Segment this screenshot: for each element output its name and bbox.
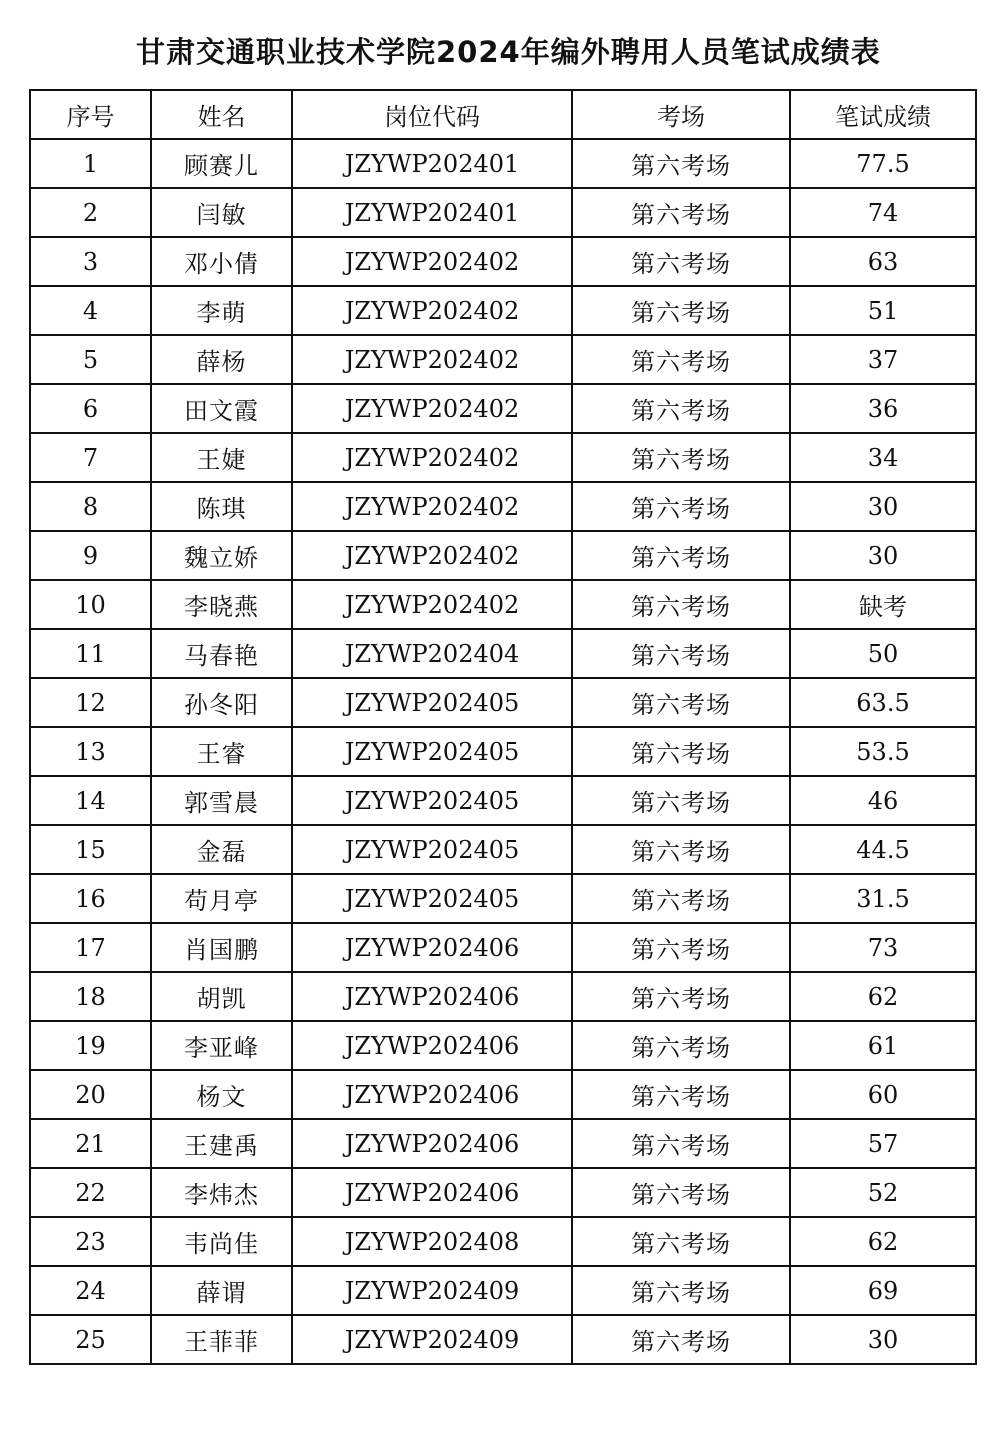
cell-exam-room: 第六考场 bbox=[572, 1168, 790, 1217]
table-row bbox=[30, 923, 976, 972]
cell-exam-room: 第六考场 bbox=[572, 188, 790, 237]
cell-position-code: JZYWP202401 bbox=[292, 188, 572, 237]
cell-exam-room: 第六考场 bbox=[572, 727, 790, 776]
cell-index: 24 bbox=[30, 1266, 151, 1315]
cell-index: 23 bbox=[30, 1217, 151, 1266]
cell-written-score: 30 bbox=[790, 1315, 976, 1364]
cell-written-score: 62 bbox=[790, 1217, 976, 1266]
table-row bbox=[30, 678, 976, 727]
table-header bbox=[30, 90, 976, 139]
cell-written-score: 30 bbox=[790, 531, 976, 580]
table-body bbox=[30, 139, 976, 1364]
table-row bbox=[30, 1119, 976, 1168]
cell-name: 李炜杰 bbox=[151, 1168, 292, 1217]
cell-position-code: JZYWP202402 bbox=[292, 531, 572, 580]
cell-exam-room: 第六考场 bbox=[572, 923, 790, 972]
cell-written-score: 46 bbox=[790, 776, 976, 825]
cell-exam-room: 第六考场 bbox=[572, 1021, 790, 1070]
cell-name: 陈琪 bbox=[151, 482, 292, 531]
cell-exam-room: 第六考场 bbox=[572, 139, 790, 188]
cell-index: 10 bbox=[30, 580, 151, 629]
cell-name: 闫敏 bbox=[151, 188, 292, 237]
cell-exam-room: 第六考场 bbox=[572, 1119, 790, 1168]
cell-name: 田文霞 bbox=[151, 384, 292, 433]
cell-position-code: JZYWP202402 bbox=[292, 335, 572, 384]
cell-name: 王建禹 bbox=[151, 1119, 292, 1168]
table-row bbox=[30, 1266, 976, 1315]
cell-written-score: 63.5 bbox=[790, 678, 976, 727]
cell-written-score: 63 bbox=[790, 237, 976, 286]
cell-written-score: 30 bbox=[790, 482, 976, 531]
cell-index: 13 bbox=[30, 727, 151, 776]
cell-index: 14 bbox=[30, 776, 151, 825]
table-row bbox=[30, 580, 976, 629]
cell-written-score: 74 bbox=[790, 188, 976, 237]
cell-written-score: 50 bbox=[790, 629, 976, 678]
cell-written-score: 31.5 bbox=[790, 874, 976, 923]
cell-name: 李萌 bbox=[151, 286, 292, 335]
cell-exam-room: 第六考场 bbox=[572, 286, 790, 335]
cell-name: 金磊 bbox=[151, 825, 292, 874]
cell-written-score: 69 bbox=[790, 1266, 976, 1315]
document-title: 甘肃交通职业技术学院2024年编外聘用人员笔试成绩表 bbox=[136, 35, 881, 69]
cell-exam-room: 第六考场 bbox=[572, 531, 790, 580]
cell-position-code: JZYWP202406 bbox=[292, 1168, 572, 1217]
table-row bbox=[30, 1021, 976, 1070]
cell-exam-room: 第六考场 bbox=[572, 482, 790, 531]
header-position-code: 岗位代码 bbox=[292, 90, 572, 139]
cell-position-code: JZYWP202405 bbox=[292, 776, 572, 825]
cell-written-score: 51 bbox=[790, 286, 976, 335]
cell-name: 顾赛儿 bbox=[151, 139, 292, 188]
cell-name: 郭雪晨 bbox=[151, 776, 292, 825]
cell-name: 马春艳 bbox=[151, 629, 292, 678]
cell-name: 孙冬阳 bbox=[151, 678, 292, 727]
cell-name: 胡凯 bbox=[151, 972, 292, 1021]
cell-index: 17 bbox=[30, 923, 151, 972]
cell-name: 苟月亭 bbox=[151, 874, 292, 923]
table-row bbox=[30, 1070, 976, 1119]
cell-position-code: JZYWP202405 bbox=[292, 678, 572, 727]
table-row bbox=[30, 727, 976, 776]
cell-name: 薛谓 bbox=[151, 1266, 292, 1315]
cell-name: 王菲菲 bbox=[151, 1315, 292, 1364]
cell-index: 5 bbox=[30, 335, 151, 384]
header-exam-room: 考场 bbox=[572, 90, 790, 139]
cell-position-code: JZYWP202402 bbox=[292, 433, 572, 482]
cell-position-code: JZYWP202404 bbox=[292, 629, 572, 678]
cell-exam-room: 第六考场 bbox=[572, 1315, 790, 1364]
cell-position-code: JZYWP202402 bbox=[292, 580, 572, 629]
cell-written-score: 73 bbox=[790, 923, 976, 972]
cell-index: 15 bbox=[30, 825, 151, 874]
table-row bbox=[30, 1217, 976, 1266]
cell-exam-room: 第六考场 bbox=[572, 874, 790, 923]
cell-written-score: 37 bbox=[790, 335, 976, 384]
header-index: 序号 bbox=[30, 90, 151, 139]
cell-position-code: JZYWP202402 bbox=[292, 482, 572, 531]
cell-written-score: 57 bbox=[790, 1119, 976, 1168]
cell-index: 18 bbox=[30, 972, 151, 1021]
cell-exam-room: 第六考场 bbox=[572, 580, 790, 629]
cell-index: 19 bbox=[30, 1021, 151, 1070]
cell-name: 韦尚佳 bbox=[151, 1217, 292, 1266]
table-row bbox=[30, 972, 976, 1021]
cell-name: 李晓燕 bbox=[151, 580, 292, 629]
cell-exam-room: 第六考场 bbox=[572, 1266, 790, 1315]
cell-position-code: JZYWP202406 bbox=[292, 1070, 572, 1119]
cell-index: 2 bbox=[30, 188, 151, 237]
table-row bbox=[30, 384, 976, 433]
cell-position-code: JZYWP202409 bbox=[292, 1315, 572, 1364]
table-row bbox=[30, 825, 976, 874]
cell-index: 11 bbox=[30, 629, 151, 678]
header-name: 姓名 bbox=[151, 90, 292, 139]
cell-index: 9 bbox=[30, 531, 151, 580]
cell-position-code: JZYWP202405 bbox=[292, 727, 572, 776]
table-row bbox=[30, 482, 976, 531]
table-row bbox=[30, 335, 976, 384]
cell-name: 邓小倩 bbox=[151, 237, 292, 286]
cell-index: 25 bbox=[30, 1315, 151, 1364]
cell-exam-room: 第六考场 bbox=[572, 433, 790, 482]
table-row bbox=[30, 1315, 976, 1364]
cell-exam-room: 第六考场 bbox=[572, 972, 790, 1021]
cell-name: 王婕 bbox=[151, 433, 292, 482]
cell-index: 8 bbox=[30, 482, 151, 531]
cell-written-score: 61 bbox=[790, 1021, 976, 1070]
table-row bbox=[30, 629, 976, 678]
cell-exam-room: 第六考场 bbox=[572, 629, 790, 678]
cell-exam-room: 第六考场 bbox=[572, 678, 790, 727]
table-row bbox=[30, 188, 976, 237]
cell-position-code: JZYWP202401 bbox=[292, 139, 572, 188]
cell-name: 魏立娇 bbox=[151, 531, 292, 580]
cell-exam-room: 第六考场 bbox=[572, 776, 790, 825]
cell-index: 3 bbox=[30, 237, 151, 286]
cell-index: 20 bbox=[30, 1070, 151, 1119]
cell-exam-room: 第六考场 bbox=[572, 825, 790, 874]
table-row bbox=[30, 776, 976, 825]
cell-written-score: 62 bbox=[790, 972, 976, 1021]
table-row bbox=[30, 286, 976, 335]
cell-position-code: JZYWP202409 bbox=[292, 1266, 572, 1315]
cell-written-score: 44.5 bbox=[790, 825, 976, 874]
cell-index: 6 bbox=[30, 384, 151, 433]
cell-written-score: 53.5 bbox=[790, 727, 976, 776]
cell-written-score: 34 bbox=[790, 433, 976, 482]
table-row bbox=[30, 874, 976, 923]
cell-written-score: 52 bbox=[790, 1168, 976, 1217]
cell-position-code: JZYWP202406 bbox=[292, 1119, 572, 1168]
cell-name: 薛杨 bbox=[151, 335, 292, 384]
cell-exam-room: 第六考场 bbox=[572, 237, 790, 286]
table-row bbox=[30, 237, 976, 286]
cell-exam-room: 第六考场 bbox=[572, 1217, 790, 1266]
table-row bbox=[30, 139, 976, 188]
cell-position-code: JZYWP202402 bbox=[292, 237, 572, 286]
cell-position-code: JZYWP202406 bbox=[292, 972, 572, 1021]
cell-exam-room: 第六考场 bbox=[572, 335, 790, 384]
cell-name: 王睿 bbox=[151, 727, 292, 776]
cell-position-code: JZYWP202405 bbox=[292, 874, 572, 923]
table-row bbox=[30, 531, 976, 580]
cell-index: 22 bbox=[30, 1168, 151, 1217]
cell-index: 16 bbox=[30, 874, 151, 923]
cell-position-code: JZYWP202406 bbox=[292, 923, 572, 972]
cell-position-code: JZYWP202405 bbox=[292, 825, 572, 874]
cell-written-score: 60 bbox=[790, 1070, 976, 1119]
cell-position-code: JZYWP202408 bbox=[292, 1217, 572, 1266]
cell-index: 7 bbox=[30, 433, 151, 482]
header-row bbox=[30, 90, 976, 139]
cell-written-score: 36 bbox=[790, 384, 976, 433]
cell-index: 21 bbox=[30, 1119, 151, 1168]
cell-written-score: 缺考 bbox=[790, 580, 976, 629]
cell-index: 1 bbox=[30, 139, 151, 188]
cell-index: 4 bbox=[30, 286, 151, 335]
table-row bbox=[30, 433, 976, 482]
cell-exam-room: 第六考场 bbox=[572, 1070, 790, 1119]
cell-position-code: JZYWP202402 bbox=[292, 384, 572, 433]
cell-name: 肖国鹏 bbox=[151, 923, 292, 972]
cell-written-score: 77.5 bbox=[790, 139, 976, 188]
cell-index: 12 bbox=[30, 678, 151, 727]
table-row bbox=[30, 1168, 976, 1217]
cell-position-code: JZYWP202402 bbox=[292, 286, 572, 335]
header-written-score: 笔试成绩 bbox=[790, 90, 976, 139]
cell-name: 李亚峰 bbox=[151, 1021, 292, 1070]
cell-exam-room: 第六考场 bbox=[572, 384, 790, 433]
score-table bbox=[29, 89, 977, 1365]
cell-name: 杨文 bbox=[151, 1070, 292, 1119]
cell-position-code: JZYWP202406 bbox=[292, 1021, 572, 1070]
